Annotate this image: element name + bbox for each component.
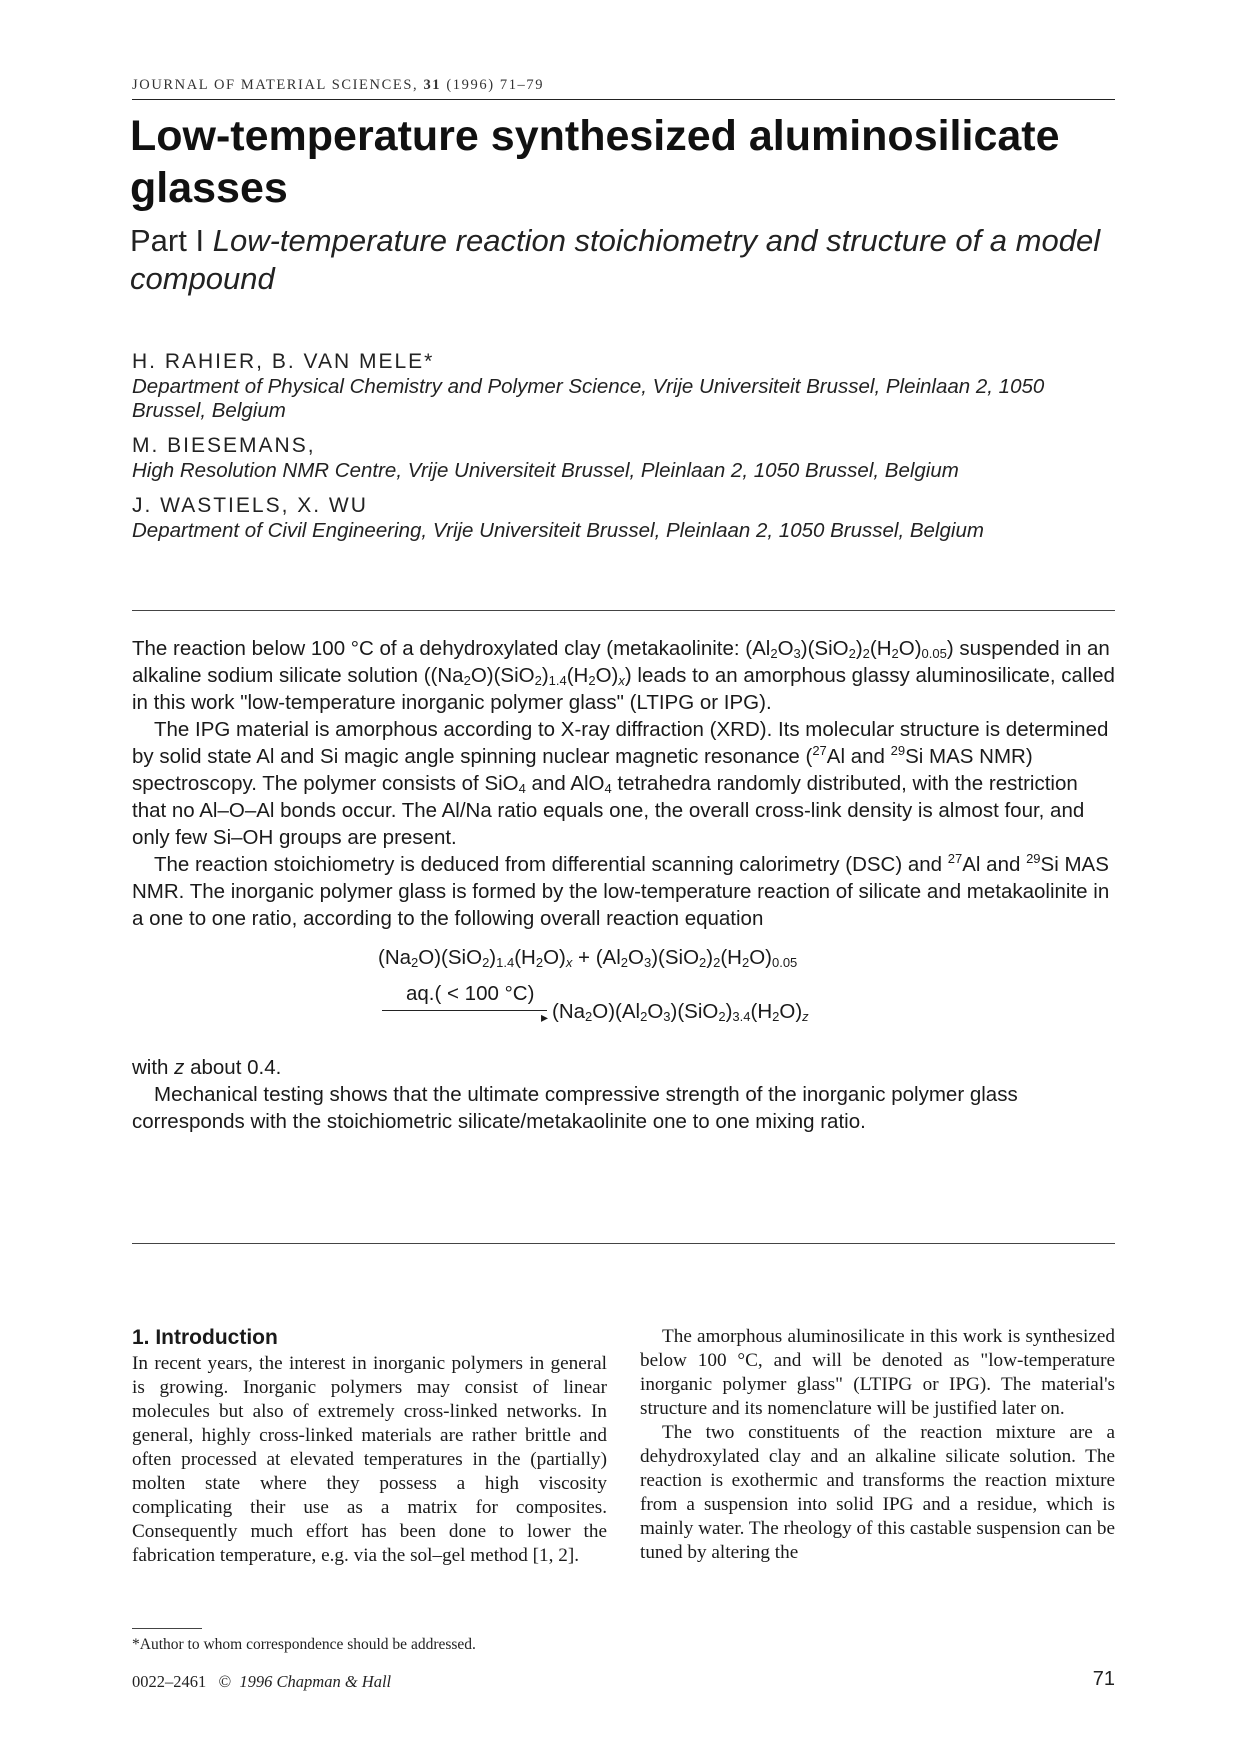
author-group	[132, 493, 1117, 543]
author-group	[132, 433, 1117, 483]
article-subtitle	[130, 222, 1120, 298]
subtitle-text: Low-temperature reaction stoichiometry and structure of a model compound	[130, 223, 1101, 296]
author-names: H. RAHIER, B. VAN MELE*	[132, 350, 435, 373]
journal-volume: 31	[423, 77, 442, 93]
abstract	[132, 635, 1117, 1135]
arrow-head-icon: ▸	[541, 1009, 549, 1025]
header-rule	[132, 99, 1115, 100]
abstract-paragraph: The reaction below 100 °C of a dehydroxylated clay (metakaolinite: $(Al_2O_3)(SiO_2)_2(H_2O)_{0.05}$) suspended in an alkaline sodium silicate solution $((Na_2O)(SiO_2)_{1.4}(H_2O)_x)$ leads to an amorphous glassy aluminosilicate, called in this work "low-temperature inorganic polymer glass" (LTIPG or IPG).	[132, 637, 1115, 714]
journal-issue-pages: (1996) 71–79	[446, 77, 545, 93]
abstract-paragraph: with z about 0.4.	[132, 1056, 282, 1079]
equation-reactants: $(Na_2O)(SiO_2)_{1.4}(H_2O)_x + (Al_2O_3)(SiO_2)_2(H_2O)_{0.05}$	[378, 946, 798, 970]
footnote: *Author to whom correspondence should be addressed.	[132, 1636, 476, 1653]
subtitle-part: Part I	[130, 223, 205, 258]
publisher: 1996 Chapman & Hall	[239, 1672, 392, 1691]
journal-name: JOURNAL OF MATERIAL SCIENCES,	[132, 77, 419, 93]
equation-product: $(Na_2O)(Al_2O_3)(SiO_2)_{3.4}(H_2O)_z$	[552, 1000, 809, 1024]
author-affiliation: Department of Physical Chemistry and Polymer Science, Vrije Universiteit Brussel, Pleinlaan 2, 1050 Brussel, Belgium	[132, 375, 1045, 422]
page-number: 71	[1092, 1668, 1115, 1690]
body-paragraph: The two constituents of the reaction mixture are a dehydroxylated clay and an alkaline silicate solution. The reaction is exothermic and transforms the reaction mixture from a suspension into solid IPG and a residue, which is mainly water. The rheology of this castable suspension can be tuned by altering the	[640, 1422, 1115, 1563]
copyright-icon: ©	[218, 1672, 232, 1691]
equation-condition: aq.( < 100 °C)	[406, 982, 535, 1005]
article-title: Low-temperature synthesized aluminosilicate glasses	[130, 112, 1060, 212]
author-names: J. WASTIELS, X. WU	[132, 494, 368, 517]
abstract-paragraph: The reaction stoichiometry is deduced from differential scanning calorimetry (DSC) and $^{27}$Al and $^{29}$Si MAS NMR. The inorganic polymer glass is formed by the low-temperature reaction of silicate and metakaolinite in a one to one ratio, according to the following overall reaction equation	[132, 851, 1110, 930]
abstract-paragraph: The IPG material is amorphous according to X-ray diffraction (XRD). Its molecular structure is determined by solid state Al and Si magic angle spinning nuclear magnetic resonance ($^{27}$Al and $^{29}$Si MAS NMR) spectroscopy. The polymer consists of SiO$_4$ and AlO$_4$ tetrahedra randomly distributed, with the restriction that no Al–O–Al bonds occur. The Al/Na ratio equals one, the overall cross-link density is almost four, and only few Si–OH groups are present.	[132, 718, 1109, 849]
reaction-arrow	[382, 1010, 547, 1011]
body-paragraph: The amorphous aluminosilicate in this work is synthesized below 100 °C, and will be denoted as "low-temperature inorganic polymer glass" (LTIPG or IPG). The material's structure and its nomenclature will be justified later on.	[640, 1326, 1115, 1419]
right-column	[640, 1325, 1115, 1565]
author-list	[132, 349, 1117, 553]
author-names: M. BIESEMANS,	[132, 434, 316, 457]
author-affiliation: High Resolution NMR Centre, Vrije Universiteit Brussel, Pleinlaan 2, 1050 Brussel, Belgium	[132, 459, 959, 482]
footnote-rule	[132, 1628, 202, 1629]
author-affiliation: Department of Civil Engineering, Vrije Universiteit Brussel, Pleinlaan 2, 1050 Brussel, Belgium	[132, 519, 984, 542]
section-heading: 1. Introduction	[132, 1326, 278, 1349]
issn: 0022–2461	[132, 1672, 207, 1691]
body-paragraph: In recent years, the interest in inorganic polymers in general is growing. Inorganic polymers may consist of linear molecules but also of extremely cross-linked networks. In general, highly cross-linked materials are rather brittle and often processed at elevated temperatures in the (partially) molten state where they possess a high viscosity complicating their use as a matrix for composites. Consequently much effort has been done to lower the fabrication temperature, e.g. via the sol–gel method [1, 2].	[132, 1353, 607, 1566]
footer-imprint	[132, 1672, 391, 1692]
abstract-paragraph: Mechanical testing shows that the ultimate compressive strength of the inorganic polymer glass corresponds with the stoichiometric silicate/metakaolinite one to one mixing ratio.	[132, 1083, 1018, 1133]
reaction-equation	[132, 940, 1117, 1048]
author-group	[132, 349, 1117, 423]
left-column	[132, 1325, 607, 1568]
running-header	[132, 77, 1115, 94]
abstract-top-rule	[132, 610, 1115, 611]
abstract-bottom-rule	[132, 1243, 1115, 1244]
